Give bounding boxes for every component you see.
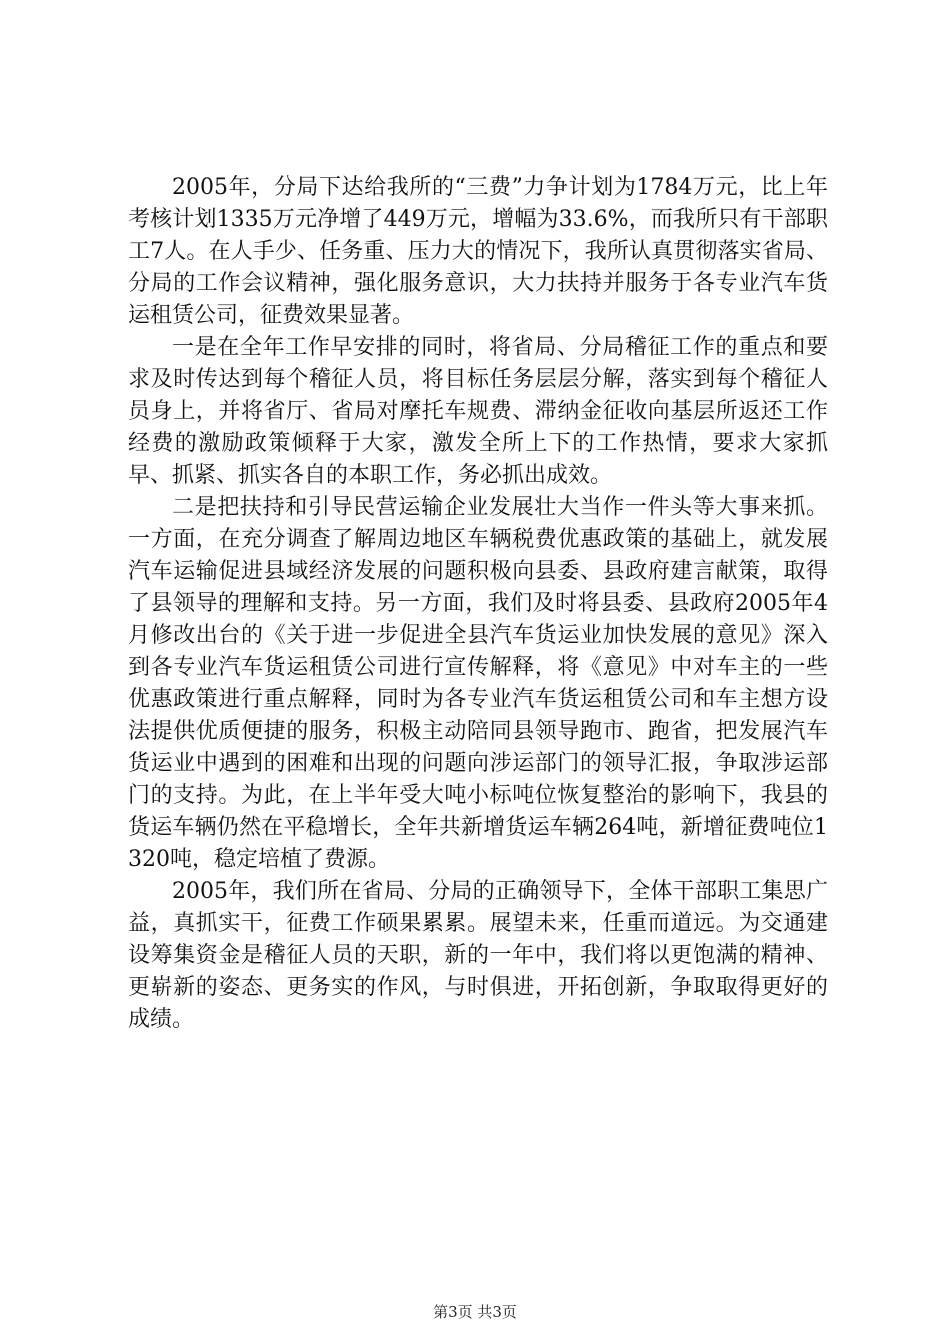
paragraph-2: 一是在全年工作早安排的同时，将省局、分局稽征工作的重点和要求及时传达到每个稽征人员，将目标任务层层分解，落实到每个稽征人员身上，并将省厅、省局对摩托车规费、滞纳金征收向基层所返还工作经费的激励政策倾释于大家，激发全所上下的工作热情，要求大家抓早、抓紧、抓实各自的本职工作，务必抓出成效。 (128, 335, 828, 488)
paragraph-3: 二是把扶持和引导民营运输企业发展壮大当作一件头等大事来抓。一方面，在充分调查了解周边地区车辆税费优惠政策的基础上，就发展汽车运输促进县域经济发展的问题积极向县委、县政府建言献策，取得了县领导的理解和支持。另一方面，我们及时将县委、县政府2005年4月修改出台的《关于进一步促进全县汽车货运业加快发展的意见》深入到各专业汽车货运租赁公司进行宣传解释，将《意见》中对车主的一些优惠政策进行重点解释，同时为各专业汽车货运租赁公司和车主想方设法提供优质便捷的服务，积极主动陪同县领导跑市、跑省，把发展汽车货运业中遇到的困难和出现的问题向涉运部门的领导汇报，争取涉运部门的支持。为此，在上半年受大吨小标吨位恢复整治的影响下，我县的货运车辆仍然在平稳增长，全年共新增货运车辆264吨，新增征费吨位1320吨，稳定培植了费源。 (128, 495, 828, 872)
paragraph-4: 2005年，我们所在省局、分局的正确领导下，全体干部职工集思广益，真抓实干，征费工作硕果累累。展望未来，任重而道远。为交通建设筹集资金是稽征人员的天职，新的一年中，我们将以更饱满的精神、更崭新的姿态、更务实的作风，与时俱进，开拓创新，争取取得更好的成绩。 (128, 879, 828, 1032)
page-footer: 第3页 共3页 (433, 1303, 517, 1321)
body-text (128, 172, 828, 1036)
paragraph-1: 2005年，分局下达给我所的“三费”力争计划为1784万元，比上年考核计划1335万元净增了449万元，增幅为33.6%，而我所只有干部职工7人。在人手少、任务重、压力大的情况下，我所认真贯彻落实省局、分局的工作会议精神，强化服务意识，大力扶持并服务于各专业汽车货运租赁公司，征费效果显著。 (128, 175, 828, 328)
